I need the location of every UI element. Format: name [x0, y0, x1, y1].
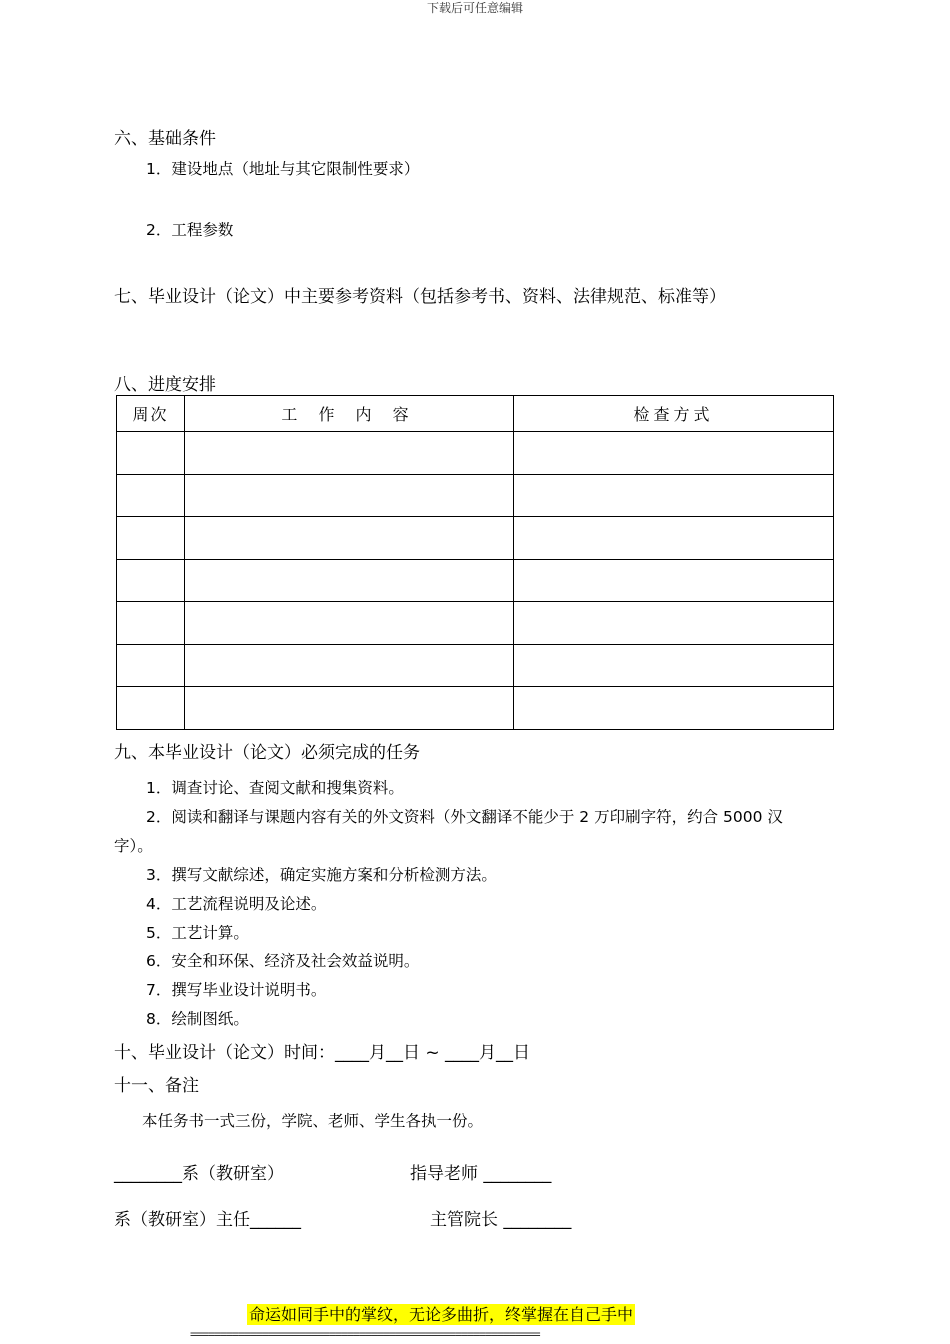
table-row: [117, 602, 834, 645]
task-item-2: 2．阅读和翻译与课题内容有关的外文资料（外文翻译不能少于 2 万印刷字符，约合 5000 汉: [146, 808, 783, 826]
section-11-title: 十一、备注: [114, 1076, 199, 1096]
department-head-signature: 系（教研室）主任______: [114, 1210, 301, 1230]
table-header-row: [117, 396, 834, 432]
section-6-item-2: 2．工程参数: [146, 221, 234, 239]
table-cell: [514, 644, 834, 687]
table-cell: [185, 559, 514, 602]
section-8-title: 八、进度安排: [114, 375, 216, 395]
table-cell: [185, 602, 514, 645]
table-row: [117, 517, 834, 560]
table-cell: [117, 474, 185, 517]
section-6-title: 六、基础条件: [114, 129, 216, 149]
table-row: [117, 474, 834, 517]
task-item-2-continued: 字）。: [114, 837, 153, 855]
table-row: [117, 687, 834, 730]
task-item-8: 8．绘制图纸。: [146, 1010, 249, 1028]
remark-note: 本任务书一式三份，学院、老师、学生各执一份。: [142, 1112, 484, 1130]
section-9-title: 九、本毕业设计（论文）必须完成的任务: [114, 743, 420, 763]
table-cell: [514, 474, 834, 517]
table-cell: [514, 559, 834, 602]
department-signature: ________系（教研室）: [114, 1164, 284, 1184]
table-cell: [185, 644, 514, 687]
advisor-signature: 指导老师 ________: [410, 1164, 552, 1184]
task-item-7: 7．撰写毕业设计说明书。: [146, 981, 327, 999]
table-cell: [117, 644, 185, 687]
table-cell: [185, 517, 514, 560]
table-row: [117, 432, 834, 475]
table-cell: [185, 432, 514, 475]
page-header: 下载后可任意编辑: [426, 1, 523, 15]
column-header-work-content: 工 作 内 容: [185, 396, 514, 432]
table-cell: [117, 602, 185, 645]
dean-signature: 主管院长 ________: [430, 1210, 572, 1230]
task-item-3: 3．撰写文献综述，确定实施方案和分析检测方法。: [146, 866, 497, 884]
table-cell: [185, 687, 514, 730]
section-7-title: 七、毕业设计（论文）中主要参考资料（包括参考书、资料、法律规范、标准等）: [114, 287, 726, 307]
table-cell: [514, 602, 834, 645]
table-cell: [514, 517, 834, 560]
task-item-6: 6．安全和环保、经济及社会效益说明。: [146, 952, 420, 970]
section-10-title: 十、毕业设计（论文）时间：____月__日 ~ ____月__日: [114, 1043, 531, 1063]
table-cell: [514, 432, 834, 475]
table-cell: [117, 517, 185, 560]
task-item-1: 1．调查讨论、查阅文献和搜集资料。: [146, 779, 404, 797]
task-item-5: 5．工艺计算。: [146, 924, 249, 942]
table-row: [117, 644, 834, 687]
table-row: [117, 559, 834, 602]
table-cell: [117, 432, 185, 475]
schedule-table: [116, 395, 834, 730]
table-cell: [117, 687, 185, 730]
footer-motto: 命运如同手中的掌纹，无论多曲折，终掌握在自己手中: [249, 1305, 634, 1324]
table-cell: [185, 474, 514, 517]
table-cell: [117, 559, 185, 602]
task-item-4: 4．工艺流程说明及论述。: [146, 895, 327, 913]
section-6-item-1: 1．建设地点（地址与其它限制性要求）: [146, 160, 420, 178]
footer-rule: ==========================================================: [190, 1327, 540, 1341]
column-header-check-method: 检查方式: [514, 396, 834, 432]
column-header-week: 周次: [117, 396, 185, 432]
table-cell: [514, 687, 834, 730]
